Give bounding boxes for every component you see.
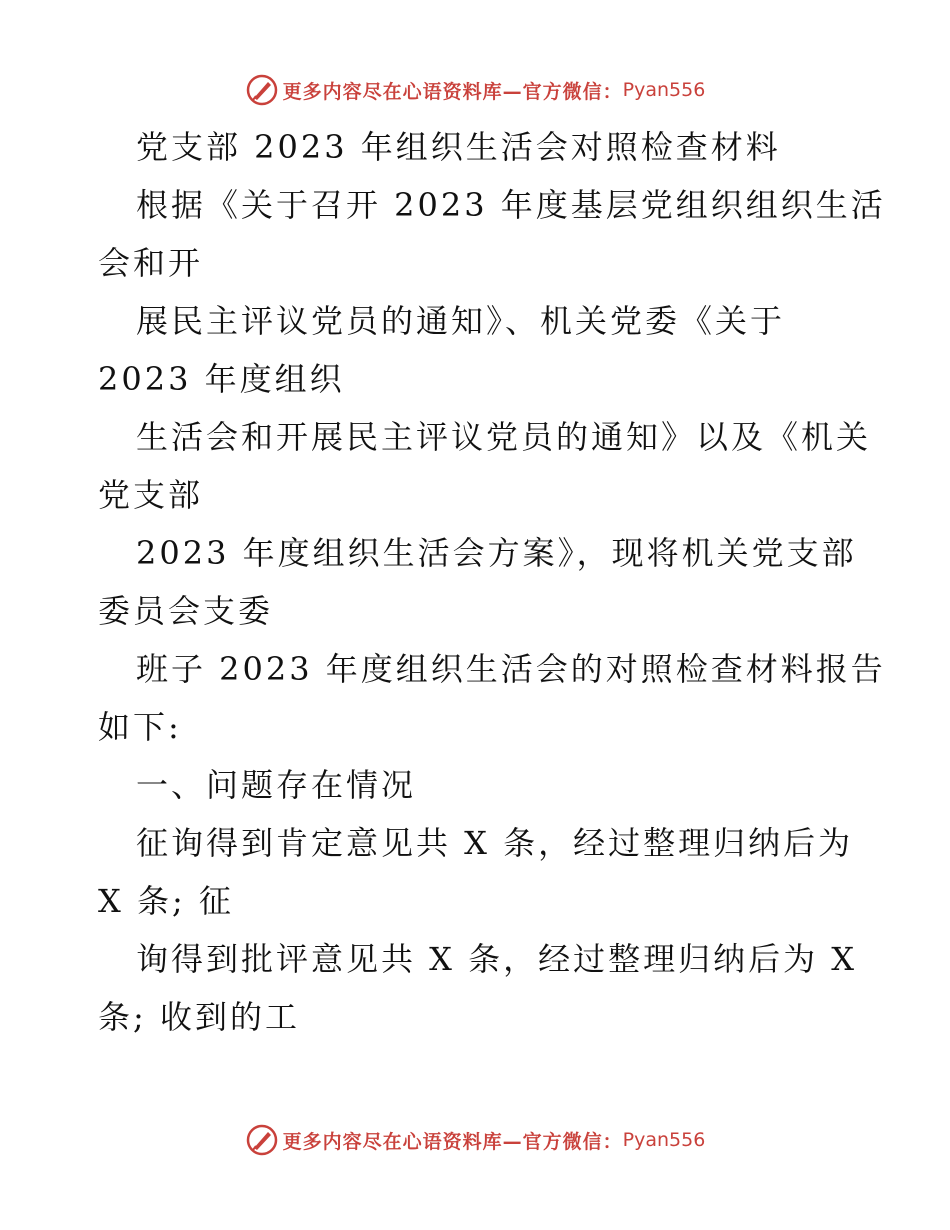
- line-3-b: 2023 年度组织: [98, 360, 345, 398]
- line-7-b: X 条; 征: [98, 882, 234, 920]
- line-3-a: 展民主评议党员的通知》、机关党委《关于: [136, 302, 786, 340]
- line-5-a: 2023 年度组织生活会方案》，现将机关党支部: [136, 534, 857, 572]
- line-1: 党支部 2023 年组织生活会对照检查材料: [136, 128, 781, 166]
- line-2-b: 会和开: [98, 244, 204, 282]
- line-4-b: 党支部: [98, 476, 204, 514]
- line-7-a: 征询得到肯定意见共 X 条，经过整理归纳后为: [136, 824, 854, 862]
- line-6-b: 如下:: [98, 708, 182, 746]
- quill-logo-icon: [245, 73, 279, 107]
- header-watermark: [0, 70, 950, 110]
- line-8: [98, 930, 858, 1046]
- line-4: [98, 408, 872, 524]
- line-6-a: 班子 2023 年度组织生活会的对照检查材料报告: [136, 650, 886, 688]
- quill-logo-icon: [245, 1123, 279, 1157]
- document-body: [98, 118, 886, 1046]
- line-3: [98, 292, 858, 408]
- watermark-text: 更多内容尽在心语资料库—官方微信：: [282, 1130, 623, 1153]
- line-4-a: 生活会和开展民主评议党员的通知》以及《机关: [136, 418, 872, 456]
- line-7: [98, 814, 858, 930]
- line-6: [98, 640, 886, 756]
- line-8-a: 询得到批评意见共 X 条，经过整理归纳后为 X: [136, 940, 858, 978]
- footer-watermark: [0, 1120, 950, 1160]
- watermark-wechat-id: Pyan556: [622, 1129, 706, 1151]
- section-heading: 一、问题存在情况: [136, 766, 417, 804]
- line-5-b: 委员会支委: [98, 592, 274, 630]
- line-5: [98, 524, 858, 640]
- line-8-b: 条; 收到的工: [98, 998, 300, 1036]
- line-2-a: 根据《关于召开 2023 年度基层党组织组织生活: [136, 186, 886, 224]
- watermark-wechat-id: Pyan556: [622, 79, 706, 101]
- line-2: [98, 176, 886, 292]
- watermark-text: 更多内容尽在心语资料库—官方微信：: [282, 80, 623, 103]
